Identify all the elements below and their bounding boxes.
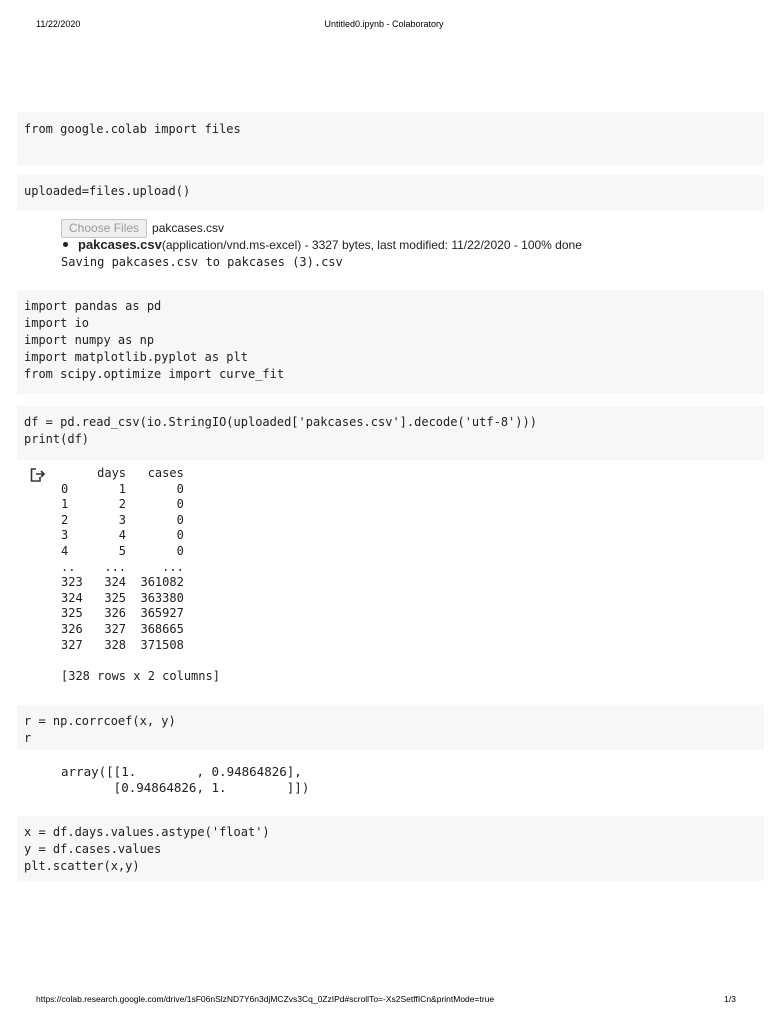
choose-files-button[interactable]: Choose Files	[61, 219, 147, 238]
print-footer	[0, 994, 768, 1008]
code-cell-5-source[interactable]: r = np.corrcoef(x, y) r	[24, 714, 176, 745]
page-number: 1/3	[724, 994, 736, 1004]
print-header	[0, 19, 768, 33]
upload-widget	[61, 218, 224, 238]
output-redirect-icon[interactable]	[30, 468, 46, 482]
print-date: 11/22/2020	[36, 19, 81, 29]
code-cell-6-source[interactable]: x = df.days.values.astype('float') y = df.cases.values plt.scatter(x,y)	[24, 825, 270, 873]
code-cell-5[interactable]	[17, 705, 764, 750]
dataframe-output: days cases 0 1 0 1 2 0 2 3 0 3 4 0 4 5 0 .. ... ... 323 324 361082 324 325 363380 325 326 365927 326 327 368665 327 328 371508 [328 rows x 2 columns]	[61, 466, 220, 683]
print-url: https://colab.research.google.com/drive/1sF06nSlzND7Y6n3djMCZvs3Cq_0ZzIPd#scrollTo=-Xs2SetffICn&printMode=true	[36, 994, 495, 1004]
bullet-icon	[63, 242, 68, 247]
code-cell-3-source[interactable]: import pandas as pd import io import numpy as np import matplotlib.pyplot as plt from scipy.optimize import curve_fit	[24, 299, 285, 381]
code-cell-4[interactable]	[17, 406, 764, 460]
print-title: Untitled0.ipynb - Colaboratory	[324, 19, 444, 29]
uploaded-file-details: (application/vnd.ms-excel) - 3327 bytes, last modified: 11/22/2020 - 100% done	[161, 237, 582, 252]
upload-result-item	[61, 237, 582, 252]
code-cell-1-source[interactable]: from google.colab import files	[24, 122, 241, 136]
corrcoef-output: array([[1. , 0.94864826], [0.94864826, 1. ]])	[61, 764, 310, 795]
uploaded-file-name: pakcases.csv	[78, 237, 162, 252]
code-cell-3[interactable]	[17, 290, 764, 394]
code-cell-6[interactable]	[17, 816, 764, 881]
saving-output: Saving pakcases.csv to pakcases (3).csv	[61, 255, 343, 269]
code-cell-2[interactable]	[17, 175, 764, 211]
code-cell-1[interactable]	[17, 112, 764, 165]
code-cell-2-source[interactable]: uploaded=files.upload()	[24, 184, 191, 198]
code-cell-4-source[interactable]: df = pd.read_csv(io.StringIO(uploaded['pakcases.csv'].decode('utf-8'))) print(df)	[24, 415, 537, 446]
selected-file-name: pakcases.csv	[152, 221, 225, 235]
